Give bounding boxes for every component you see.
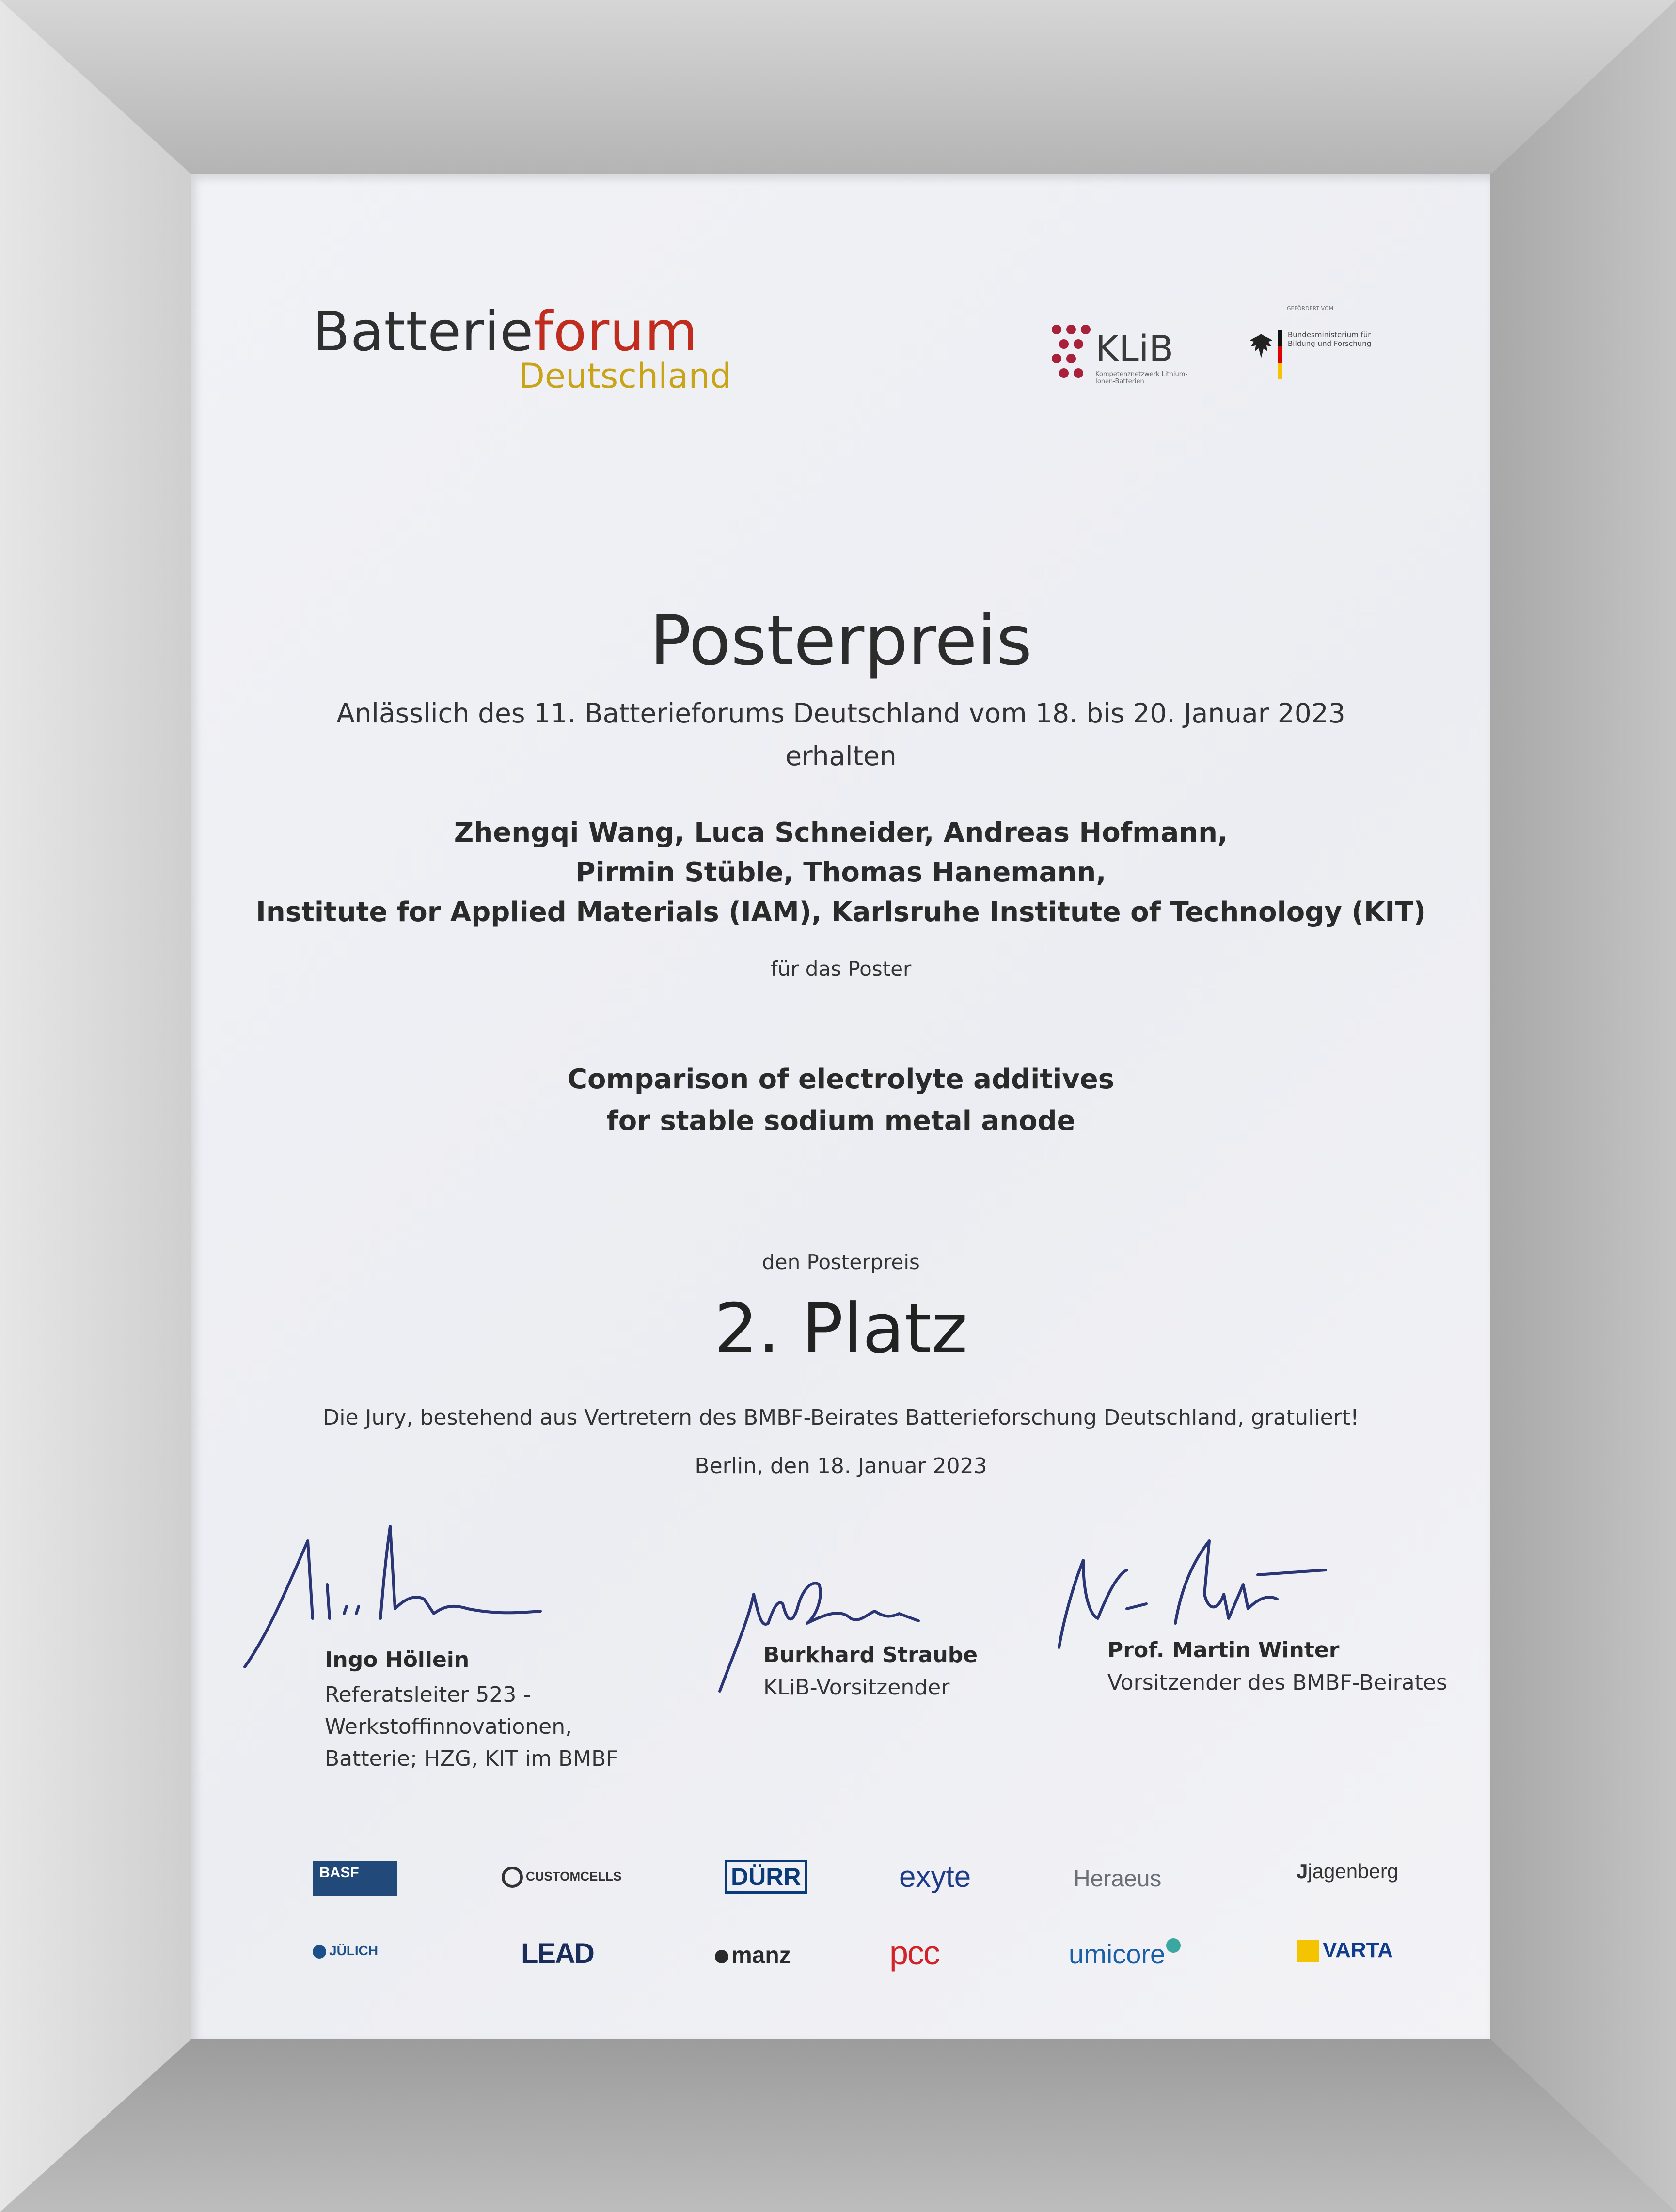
bmbf-funded-by: GEFÖRDERT VOM	[1287, 305, 1334, 312]
signatory-name: Prof. Martin Winter	[1107, 1638, 1340, 1663]
certificate-paper	[191, 174, 1490, 2039]
sponsor-varta-logo	[1297, 1938, 1393, 1962]
signatory-name: Burkhard Straube	[763, 1643, 978, 1667]
signature-block-hoellein	[240, 1522, 618, 1836]
sponsor-manz-logo	[715, 1942, 791, 1969]
sponsor-durr-logo: DÜRR	[725, 1860, 807, 1894]
signatory-role-line: Vorsitzender des BMBF-Beirates	[1107, 1670, 1447, 1695]
sponsor-name: JÜLICH	[329, 1943, 379, 1958]
sponsor-exyte-logo: exyte	[899, 1860, 971, 1894]
klib-logo	[1049, 322, 1195, 390]
for-poster-text: für das Poster	[770, 957, 912, 981]
klib-text: KLiB	[1095, 328, 1174, 370]
authors-block	[191, 813, 1490, 932]
sponsor-name: umicore	[1069, 1939, 1166, 1969]
signatory-role	[1107, 1667, 1447, 1699]
signatory-name: Ingo Höllein	[325, 1647, 470, 1672]
sponsor-customcells-logo	[502, 1867, 621, 1888]
certificate-title: Posterpreis	[649, 601, 1032, 681]
sponsor-name: jagenberg	[1308, 1860, 1399, 1883]
signature-block-straube	[715, 1570, 1006, 1715]
sponsor-jagenberg-logo	[1297, 1860, 1398, 1883]
sponsor-name: manz	[731, 1943, 791, 1968]
authors-line: Zhengqi Wang, Luca Schneider, Andreas Hofmann,	[454, 817, 1228, 848]
sponsor-name: VARTA	[1323, 1938, 1393, 1962]
authors-line: Pirmin Stüble, Thomas Hanemann,	[575, 857, 1107, 888]
manz-icon	[715, 1950, 728, 1963]
signatory-role-line: Werkstoffinnovationen,	[325, 1714, 572, 1739]
city-date: Berlin, den 18. Januar 2023	[695, 1454, 987, 1478]
den-posterpreis-text: den Posterpreis	[762, 1250, 920, 1274]
authors-line: Institute for Applied Materials (IAM), Karlsruhe Institute of Technology (KIT)	[256, 896, 1426, 928]
klib-subtext: Kompetenznetzwerk Lithium-Ionen-Batterien	[1095, 371, 1188, 385]
occasion-text: Anlässlich des 11. Batterieforums Deutschland vom 18. bis 20. Januar 2023	[336, 698, 1345, 729]
jagenberg-icon: J	[1297, 1860, 1308, 1883]
umicore-icon	[1166, 1938, 1181, 1953]
poster-title-line: for stable sodium metal anode	[606, 1105, 1075, 1137]
sponsor-pcc-logo: pcc	[889, 1934, 939, 1972]
signatory-role	[325, 1679, 618, 1775]
customcells-icon	[502, 1867, 523, 1888]
klib-dots-icon	[1049, 322, 1093, 385]
signatory-role	[763, 1672, 949, 1704]
varta-icon	[1297, 1940, 1319, 1962]
sponsor-name: CUSTOMCELLS	[526, 1868, 622, 1883]
german-flag-bar	[1278, 330, 1282, 379]
sponsor-umicore-logo	[1069, 1938, 1181, 1970]
sponsor-lead-logo: LEAD	[521, 1938, 594, 1969]
juelich-icon	[313, 1945, 326, 1959]
poster-title	[191, 1059, 1490, 1142]
federal-eagle-icon	[1248, 332, 1275, 361]
signatory-role-line: KLiB-Vorsitzender	[763, 1675, 950, 1700]
sponsor-basf-logo: BASF	[313, 1861, 397, 1896]
signature-block-winter	[1054, 1536, 1447, 1730]
brand-subtitle: Deutschland	[519, 356, 732, 396]
sponsor-heraeus-logo: Heraeus	[1074, 1866, 1162, 1892]
brand-main-a: Batterie	[313, 300, 534, 363]
batterieforum-logo	[313, 300, 698, 363]
award-place: 2. Platz	[714, 1289, 968, 1369]
sponsor-juelich-logo	[313, 1943, 378, 1959]
jury-text: Die Jury, bestehend aus Vertretern des BMBF-Beirates Batterieforschung Deutschland, gratuliert!	[323, 1405, 1359, 1430]
signatory-role-line: Referatsleiter 523 -	[325, 1682, 531, 1707]
signatory-role-line: Batterie; HZG, KIT im BMBF	[325, 1746, 618, 1771]
poster-title-line: Comparison of electrolyte additives	[567, 1064, 1115, 1095]
received-text: erhalten	[785, 740, 897, 771]
bmbf-text: Bundesministerium für Bildung und Forschung	[1288, 330, 1372, 348]
bmbf-logo	[1248, 305, 1393, 392]
brand-main-b: forum	[534, 300, 698, 363]
